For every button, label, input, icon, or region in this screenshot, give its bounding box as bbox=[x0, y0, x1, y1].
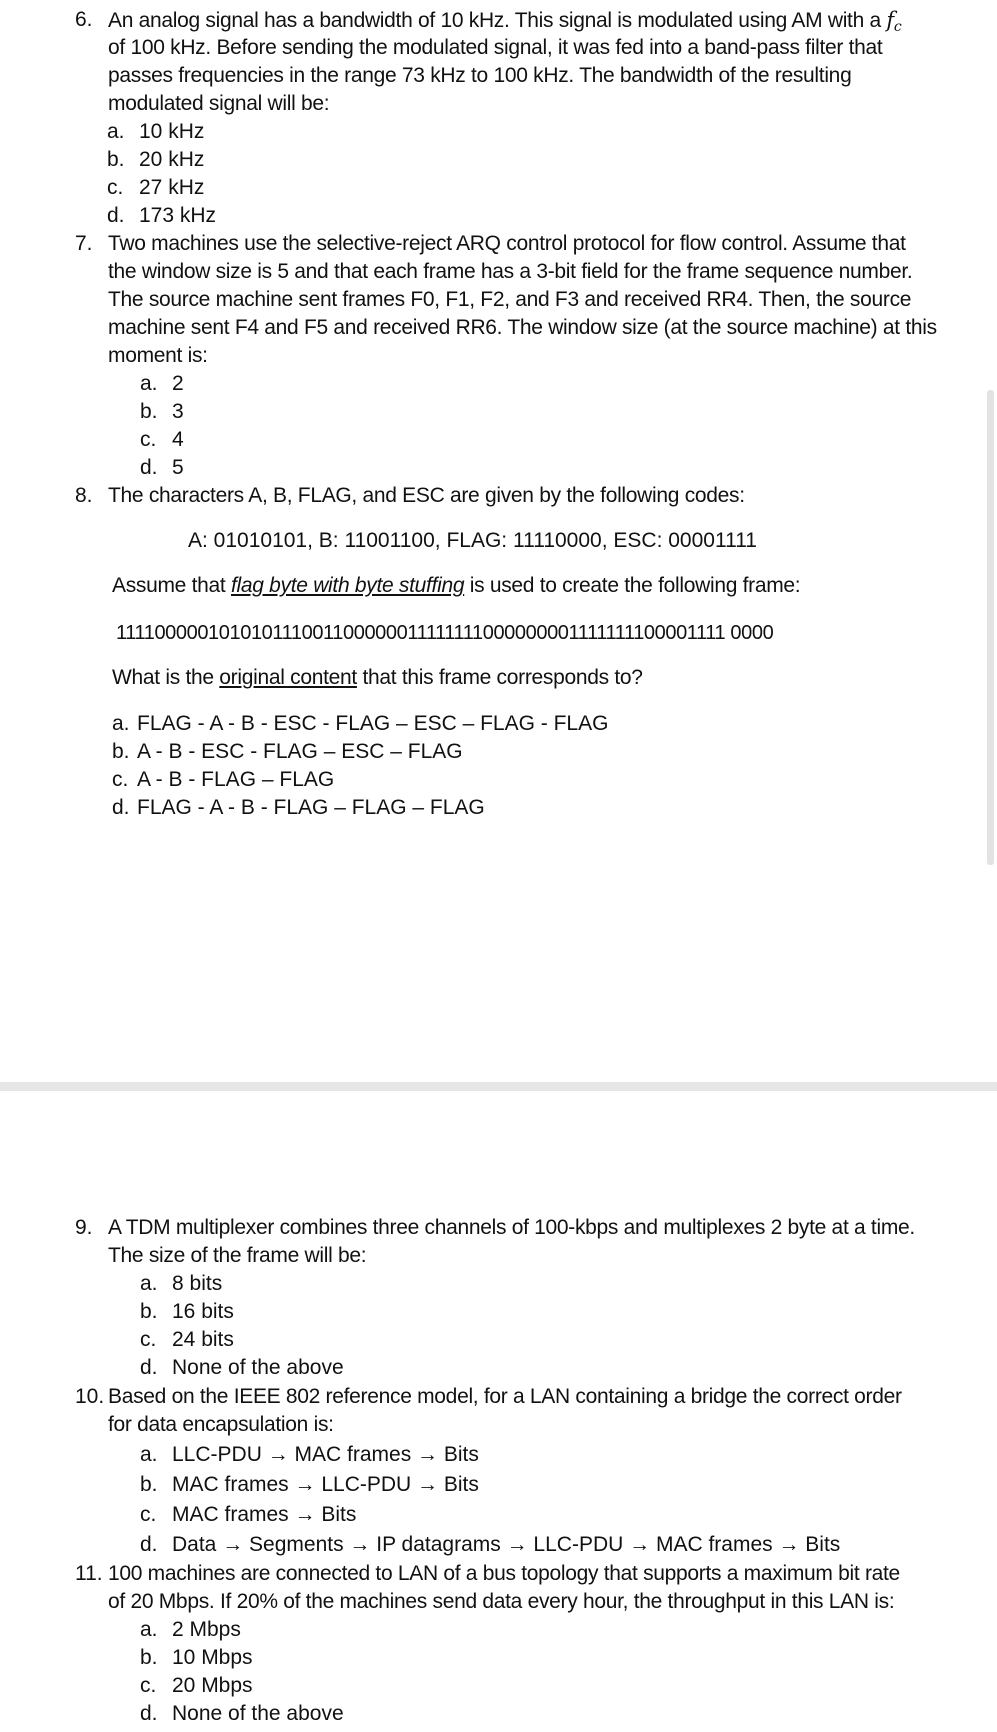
question-number: 6. bbox=[75, 8, 93, 31]
question-text-line: The size of the frame will be: bbox=[108, 1244, 367, 1267]
question-number: 10. bbox=[75, 1385, 105, 1408]
option-b: b. 16 bits bbox=[140, 1300, 234, 1323]
question-text-line: 100 machines are connected to LAN of a bus topology that supports a maximum bit rate bbox=[108, 1562, 900, 1585]
question-text-line: Two machines use the selective-reject ARQ control protocol for flow control. Assume that bbox=[108, 232, 906, 255]
option-b: b. 10 Mbps bbox=[140, 1646, 253, 1669]
question-text-line: machine sent F4 and F5 and received RR6. The window size (at the source machine) at this bbox=[108, 316, 937, 339]
question-number: 9. bbox=[75, 1216, 93, 1239]
question-text-line: modulated signal will be: bbox=[108, 92, 330, 115]
assumption-text: Assume that flag byte with byte stuffing is used to create the following frame: bbox=[112, 574, 801, 597]
question-text-line: The source machine sent frames F0, F1, F2, and F3 and received RR4. Then, the source bbox=[108, 288, 912, 311]
question-text-line: A TDM multiplexer combines three channels of 100-kbps and multiplexes 2 byte at a time. bbox=[108, 1216, 915, 1239]
option-c: c. A - B - FLAG – FLAG bbox=[112, 768, 335, 791]
option-a: a. 2 bbox=[140, 372, 184, 395]
option-d: d. FLAG - A - B - FLAG – FLAG – FLAG bbox=[112, 796, 485, 819]
option-c: c. 4 bbox=[140, 428, 184, 451]
option-b: b. MAC frames → LLC-PDU → Bits bbox=[140, 1473, 479, 1496]
character-codes: A: 01010101, B: 11001100, FLAG: 11110000, ESC: 00001111 bbox=[188, 529, 757, 552]
question-text-line: moment is: bbox=[108, 344, 208, 367]
option-a: a. 8 bits bbox=[140, 1272, 223, 1295]
question-text-line: The characters A, B, FLAG, and ESC are given by the following codes: bbox=[108, 484, 745, 507]
question-number: 8. bbox=[75, 484, 93, 507]
question-number: 11. bbox=[75, 1562, 103, 1585]
option-a: a. LLC-PDU → MAC frames → Bits bbox=[140, 1443, 479, 1466]
option-c: c. 24 bits bbox=[140, 1328, 234, 1351]
option-d: d. 173 kHz bbox=[107, 204, 217, 227]
option-c: c. 27 kHz bbox=[107, 176, 205, 199]
option-d: d. Data → Segments → IP datagrams → LLC-PDU → MAC frames → Bits bbox=[140, 1533, 841, 1556]
option-c: c. 20 Mbps bbox=[140, 1674, 253, 1697]
question-text-line: Based on the IEEE 802 reference model, for a LAN containing a bridge the correct order bbox=[108, 1385, 902, 1408]
emphasis-flag-byte-stuffing: flag byte with byte stuffing bbox=[230, 574, 465, 597]
question-text-line: of 20 Mbps. If 20% of the machines send data every hour, the throughput in this LAN is: bbox=[108, 1590, 895, 1613]
option-b: b. 3 bbox=[140, 400, 184, 423]
option-d: d. None of the above bbox=[140, 1702, 344, 1725]
option-b: b. 20 kHz bbox=[107, 148, 205, 171]
fc-symbol: $f_c$ bbox=[886, 8, 902, 35]
option-c: c. MAC frames → Bits bbox=[140, 1503, 357, 1526]
emphasis-original-content: original content bbox=[219, 666, 357, 689]
question-number: 7. bbox=[75, 232, 93, 255]
option-b: b. A - B - ESC - FLAG – ESC – FLAG bbox=[112, 740, 463, 763]
question-prompt: What is the original content that this frame corresponds to? bbox=[112, 666, 643, 689]
question-text-line: of 100 kHz. Before sending the modulated signal, it was fed into a band-pass filter that bbox=[108, 36, 883, 59]
question-text-line: the window size is 5 and that each frame has a 3-bit field for the frame sequence number. bbox=[108, 260, 913, 283]
option-d: d. None of the above bbox=[140, 1356, 344, 1379]
option-a: a. 2 Mbps bbox=[140, 1618, 241, 1641]
page-2 bbox=[0, 1091, 997, 1732]
question-text-line: passes frequencies in the range 73 kHz to 100 kHz. The bandwidth of the resulting bbox=[108, 64, 852, 87]
option-d: d. 5 bbox=[140, 456, 184, 479]
question-text-line: An analog signal has a bandwidth of 10 kHz. This signal is modulated using AM with a $f_c$ bbox=[108, 8, 902, 35]
option-a: a. 10 kHz bbox=[107, 120, 205, 143]
page-separator bbox=[0, 1082, 997, 1091]
scrollbar-thumb[interactable] bbox=[987, 390, 994, 865]
frame-bits: 111100000101010111001100000011111111000000001111111100001111 0000 bbox=[116, 622, 774, 644]
question-text-line: for data encapsulation is: bbox=[108, 1413, 334, 1436]
option-a: a. FLAG - A - B - ESC - FLAG – ESC – FLAG - FLAG bbox=[112, 712, 609, 735]
